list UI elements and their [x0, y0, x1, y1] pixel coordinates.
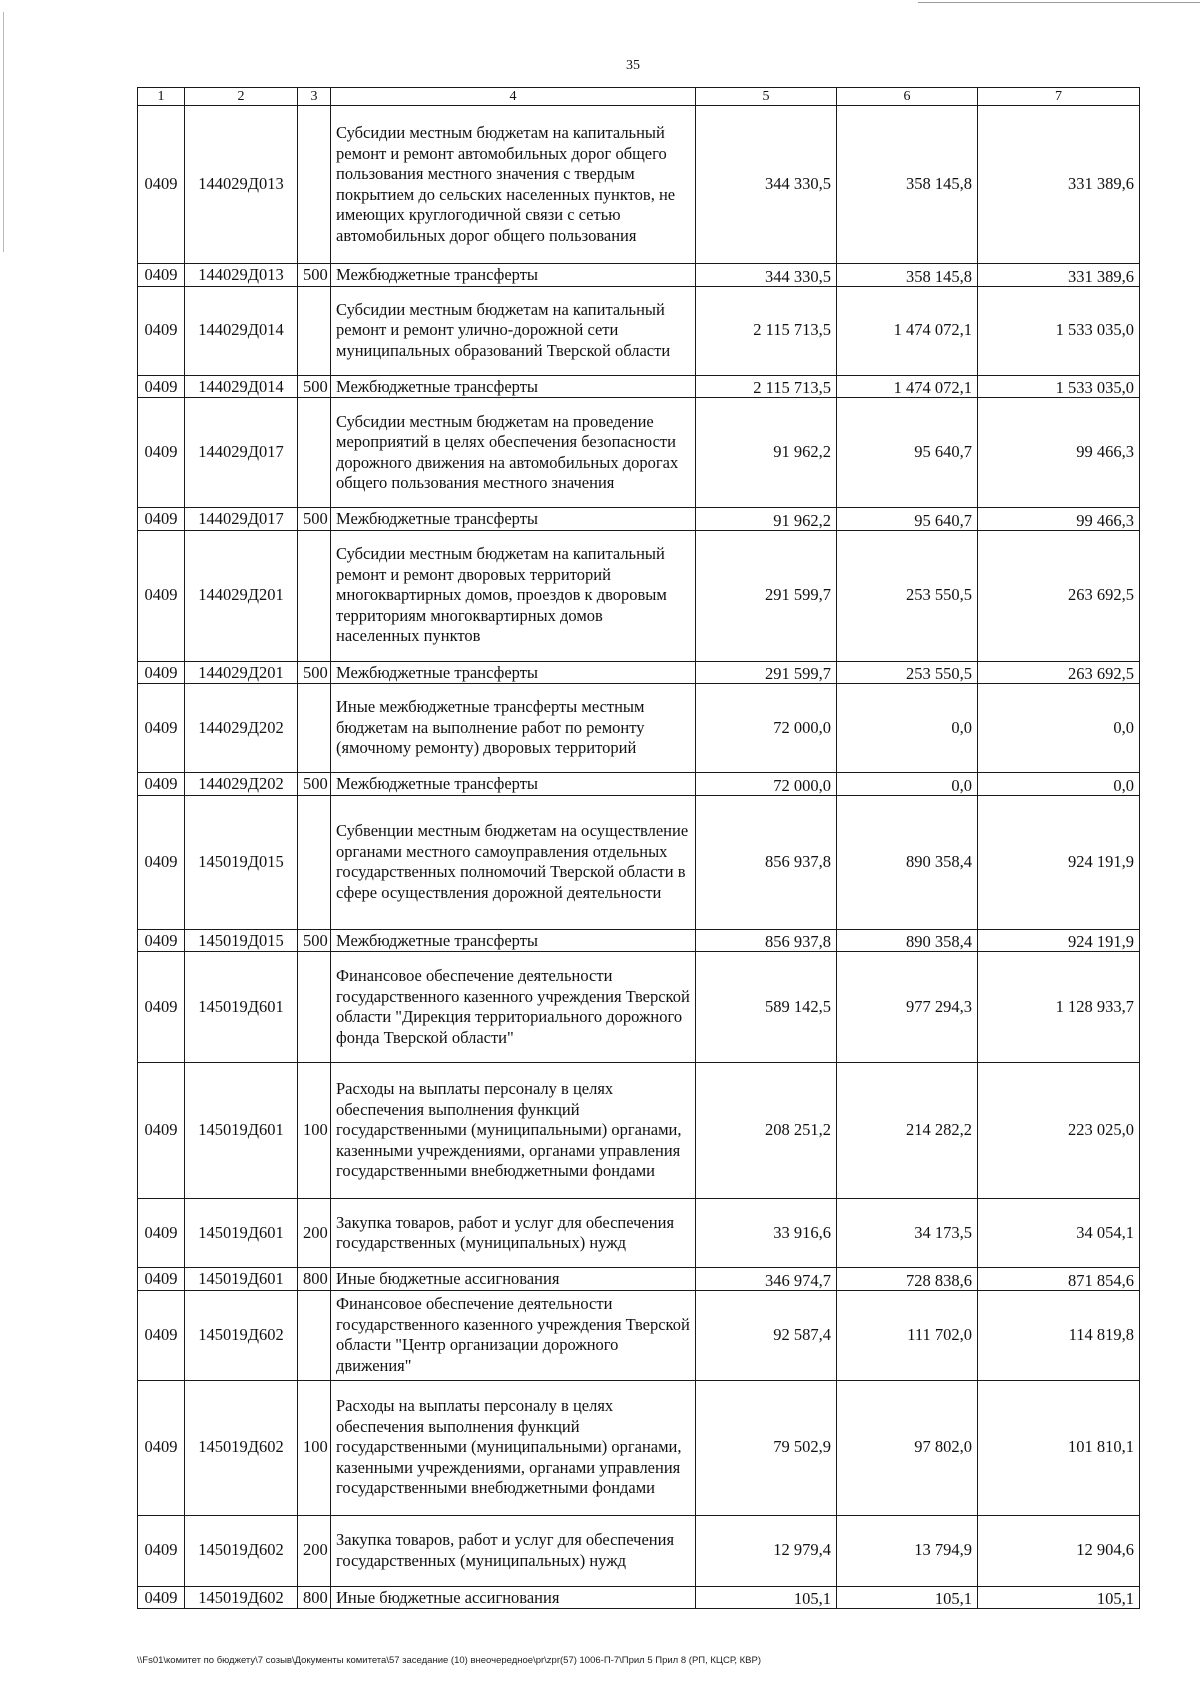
table-row: [138, 286, 1140, 375]
section-code-cell: 0409: [138, 1515, 185, 1586]
amount-year2-cell: 253 550,5: [837, 661, 978, 684]
amount-year2-cell: 0,0: [837, 684, 978, 773]
expense-type-cell: 500: [298, 773, 331, 796]
table-row: [138, 1515, 1140, 1586]
amount-year1-cell: 79 502,9: [696, 1380, 837, 1515]
budget-table: [137, 87, 1140, 1609]
expense-type-cell: 500: [298, 375, 331, 398]
target-article-cell: 145019Д601: [185, 1063, 298, 1199]
amount-year1-cell: 92 587,4: [696, 1290, 837, 1380]
section-code-cell: 0409: [138, 530, 185, 661]
column-header: 2: [185, 88, 298, 106]
section-code-cell: 0409: [138, 375, 185, 398]
section-code-cell: 0409: [138, 929, 185, 952]
expense-type-cell: 500: [298, 264, 331, 287]
item-name-cell: Иные межбюджетные трансферты местным бюджетам на выполнение работ по ремонту (ямочному ремонту) дворовых территорий: [331, 684, 696, 773]
expense-type-cell: [298, 286, 331, 375]
target-article-cell: 145019Д015: [185, 929, 298, 952]
item-name-cell: Субвенции местным бюджетам на осуществление органами местного самоуправления отдельных государственных полномочий Тверской области в сфере осуществления дорожной деятельности: [331, 795, 696, 929]
section-code-cell: 0409: [138, 684, 185, 773]
amount-year1-cell: 344 330,5: [696, 106, 837, 264]
amount-year1-cell: 2 115 713,5: [696, 286, 837, 375]
table-row: [138, 795, 1140, 929]
target-article-cell: 145019Д601: [185, 1268, 298, 1291]
amount-year3-cell: 223 025,0: [978, 1063, 1140, 1199]
column-header: 6: [837, 88, 978, 106]
expense-type-cell: 500: [298, 661, 331, 684]
amount-year3-cell: 924 191,9: [978, 795, 1140, 929]
amount-year3-cell: 263 692,5: [978, 530, 1140, 661]
amount-year2-cell: 890 358,4: [837, 929, 978, 952]
target-article-cell: 144029Д201: [185, 661, 298, 684]
expense-type-cell: 100: [298, 1380, 331, 1515]
amount-year3-cell: 924 191,9: [978, 929, 1140, 952]
item-name-cell: Межбюджетные трансферты: [331, 661, 696, 684]
expense-type-cell: [298, 952, 331, 1063]
table-row: [138, 773, 1140, 796]
amount-year3-cell: 99 466,3: [978, 398, 1140, 508]
table-row: [138, 1063, 1140, 1199]
target-article-cell: 145019Д601: [185, 952, 298, 1063]
amount-year2-cell: 977 294,3: [837, 952, 978, 1063]
table-row: [138, 106, 1140, 264]
amount-year2-cell: 34 173,5: [837, 1199, 978, 1268]
amount-year3-cell: 331 389,6: [978, 264, 1140, 287]
expense-type-cell: 800: [298, 1586, 331, 1609]
table-row: [138, 1199, 1140, 1268]
amount-year1-cell: 72 000,0: [696, 684, 837, 773]
amount-year1-cell: 72 000,0: [696, 773, 837, 796]
item-name-cell: Субсидии местным бюджетам на капитальный ремонт и ремонт улично-дорожной сети муниципальных образований Тверской области: [331, 286, 696, 375]
item-name-cell: Расходы на выплаты персоналу в целях обеспечения выполнения функций государственными (муниципальными) органами, казенными учреждениями, органами управления государственными внебюджетными фондами: [331, 1063, 696, 1199]
expense-type-cell: [298, 684, 331, 773]
amount-year3-cell: 34 054,1: [978, 1199, 1140, 1268]
amount-year3-cell: 0,0: [978, 773, 1140, 796]
amount-year1-cell: 291 599,7: [696, 530, 837, 661]
expense-type-cell: 200: [298, 1515, 331, 1586]
target-article-cell: 144029Д202: [185, 684, 298, 773]
amount-year2-cell: 358 145,8: [837, 264, 978, 287]
target-article-cell: 144029Д202: [185, 773, 298, 796]
item-name-cell: Субсидии местным бюджетам на капитальный ремонт и ремонт дворовых территорий многоквартирных домов, проездов к дворовым территориям многоквартирных домов населенных пунктов: [331, 530, 696, 661]
table-row: [138, 952, 1140, 1063]
amount-year2-cell: 13 794,9: [837, 1515, 978, 1586]
amount-year1-cell: 856 937,8: [696, 929, 837, 952]
item-name-cell: Межбюджетные трансферты: [331, 773, 696, 796]
amount-year3-cell: 1 128 933,7: [978, 952, 1140, 1063]
table-row: [138, 929, 1140, 952]
amount-year2-cell: 1 474 072,1: [837, 375, 978, 398]
amount-year2-cell: 0,0: [837, 773, 978, 796]
target-article-cell: 145019Д015: [185, 795, 298, 929]
amount-year3-cell: 331 389,6: [978, 106, 1140, 264]
amount-year2-cell: 105,1: [837, 1586, 978, 1609]
section-code-cell: 0409: [138, 508, 185, 531]
target-article-cell: 144029Д017: [185, 508, 298, 531]
table-row: [138, 508, 1140, 531]
item-name-cell: Иные бюджетные ассигнования: [331, 1586, 696, 1609]
target-article-cell: 145019Д602: [185, 1515, 298, 1586]
column-header: 1: [138, 88, 185, 106]
section-code-cell: 0409: [138, 661, 185, 684]
amount-year2-cell: 1 474 072,1: [837, 286, 978, 375]
amount-year3-cell: 1 533 035,0: [978, 286, 1140, 375]
item-name-cell: Финансовое обеспечение деятельности государственного казенного учреждения Тверской области "Дирекция территориального дорожного фонда Тверской области": [331, 952, 696, 1063]
amount-year1-cell: 589 142,5: [696, 952, 837, 1063]
amount-year1-cell: 2 115 713,5: [696, 375, 837, 398]
section-code-cell: 0409: [138, 106, 185, 264]
expense-type-cell: [298, 398, 331, 508]
amount-year1-cell: 346 974,7: [696, 1268, 837, 1291]
table-row: [138, 1268, 1140, 1291]
amount-year1-cell: 208 251,2: [696, 1063, 837, 1199]
section-code-cell: 0409: [138, 264, 185, 287]
amount-year3-cell: 263 692,5: [978, 661, 1140, 684]
table-row: [138, 1586, 1140, 1609]
amount-year1-cell: 91 962,2: [696, 398, 837, 508]
item-name-cell: Финансовое обеспечение деятельности государственного казенного учреждения Тверской области "Центр организации дорожного движения": [331, 1290, 696, 1380]
target-article-cell: 144029Д014: [185, 286, 298, 375]
amount-year3-cell: 0,0: [978, 684, 1140, 773]
table-row: [138, 1380, 1140, 1515]
item-name-cell: Расходы на выплаты персоналу в целях обеспечения выполнения функций государственными (муниципальными) органами, казенными учреждениями, органами управления государственными внебюджетными фондами: [331, 1380, 696, 1515]
section-code-cell: 0409: [138, 795, 185, 929]
table-row: [138, 530, 1140, 661]
expense-type-cell: [298, 1290, 331, 1380]
amount-year3-cell: 105,1: [978, 1586, 1140, 1609]
column-header: 4: [331, 88, 696, 106]
column-header: 7: [978, 88, 1140, 106]
amount-year1-cell: 105,1: [696, 1586, 837, 1609]
column-header: 3: [298, 88, 331, 106]
amount-year2-cell: 97 802,0: [837, 1380, 978, 1515]
item-name-cell: Межбюджетные трансферты: [331, 508, 696, 531]
section-code-cell: 0409: [138, 398, 185, 508]
item-name-cell: Субсидии местным бюджетам на капитальный ремонт и ремонт автомобильных дорог общего пользования местного значения с твердым покрытием до сельских населенных пунктов, не имеющих круглогодичной связи с сетью автомобильных дорог общего пользования: [331, 106, 696, 264]
page-number: 35: [626, 58, 640, 73]
section-code-cell: 0409: [138, 952, 185, 1063]
column-header: 5: [696, 88, 837, 106]
target-article-cell: 145019Д602: [185, 1290, 298, 1380]
target-article-cell: 144029Д013: [185, 264, 298, 287]
table-row: [138, 684, 1140, 773]
item-name-cell: Межбюджетные трансферты: [331, 264, 696, 287]
amount-year2-cell: 214 282,2: [837, 1063, 978, 1199]
table-row: [138, 1290, 1140, 1380]
amount-year1-cell: 12 979,4: [696, 1515, 837, 1586]
section-code-cell: 0409: [138, 286, 185, 375]
table-row: [138, 264, 1140, 287]
amount-year3-cell: 12 904,6: [978, 1515, 1140, 1586]
amount-year2-cell: 890 358,4: [837, 795, 978, 929]
section-code-cell: 0409: [138, 1380, 185, 1515]
target-article-cell: 144029Д201: [185, 530, 298, 661]
amount-year2-cell: 111 702,0: [837, 1290, 978, 1380]
amount-year1-cell: 344 330,5: [696, 264, 837, 287]
column-number-header: [138, 88, 1140, 106]
expense-type-cell: 500: [298, 508, 331, 531]
expense-type-cell: 200: [298, 1199, 331, 1268]
target-article-cell: 144029Д017: [185, 398, 298, 508]
amount-year2-cell: 95 640,7: [837, 508, 978, 531]
target-article-cell: 144029Д014: [185, 375, 298, 398]
item-name-cell: Субсидии местным бюджетам на проведение мероприятий в целях обеспечения безопасности дорожного движения на автомобильных дорогах общего пользования местного значения: [331, 398, 696, 508]
table-row: [138, 661, 1140, 684]
expense-type-cell: [298, 795, 331, 929]
expense-type-cell: 100: [298, 1063, 331, 1199]
amount-year1-cell: 291 599,7: [696, 661, 837, 684]
item-name-cell: Закупка товаров, работ и услуг для обеспечения государственных (муниципальных) нужд: [331, 1515, 696, 1586]
section-code-cell: 0409: [138, 773, 185, 796]
item-name-cell: Межбюджетные трансферты: [331, 375, 696, 398]
amount-year3-cell: 99 466,3: [978, 508, 1140, 531]
target-article-cell: 145019Д601: [185, 1199, 298, 1268]
file-path-footer: \\Fs01\комитет по бюджету\7 созыв\Документы комитета\57 заседание (10) внеочередное\pr\zpr(57) 1006-П-7\Прил 5 Прил 8 (РП, КЦСР, КВР): [137, 1655, 762, 1666]
scan-edge-line: [3, 12, 4, 252]
expense-type-cell: 500: [298, 929, 331, 952]
scan-top-rule: [918, 2, 1200, 3]
amount-year1-cell: 91 962,2: [696, 508, 837, 531]
item-name-cell: Закупка товаров, работ и услуг для обеспечения государственных (муниципальных) нужд: [331, 1199, 696, 1268]
amount-year2-cell: 728 838,6: [837, 1268, 978, 1291]
expense-type-cell: [298, 530, 331, 661]
amount-year2-cell: 358 145,8: [837, 106, 978, 264]
section-code-cell: 0409: [138, 1586, 185, 1609]
expense-type-cell: [298, 106, 331, 264]
amount-year2-cell: 95 640,7: [837, 398, 978, 508]
expense-type-cell: 800: [298, 1268, 331, 1291]
table-row: [138, 375, 1140, 398]
target-article-cell: 145019Д602: [185, 1586, 298, 1609]
section-code-cell: 0409: [138, 1199, 185, 1268]
target-article-cell: 145019Д602: [185, 1380, 298, 1515]
amount-year3-cell: 101 810,1: [978, 1380, 1140, 1515]
amount-year3-cell: 1 533 035,0: [978, 375, 1140, 398]
amount-year2-cell: 253 550,5: [837, 530, 978, 661]
section-code-cell: 0409: [138, 1063, 185, 1199]
table-row: [138, 398, 1140, 508]
section-code-cell: 0409: [138, 1268, 185, 1291]
item-name-cell: Иные бюджетные ассигнования: [331, 1268, 696, 1291]
amount-year1-cell: 33 916,6: [696, 1199, 837, 1268]
target-article-cell: 144029Д013: [185, 106, 298, 264]
amount-year3-cell: 114 819,8: [978, 1290, 1140, 1380]
amount-year3-cell: 871 854,6: [978, 1268, 1140, 1291]
amount-year1-cell: 856 937,8: [696, 795, 837, 929]
section-code-cell: 0409: [138, 1290, 185, 1380]
item-name-cell: Межбюджетные трансферты: [331, 929, 696, 952]
